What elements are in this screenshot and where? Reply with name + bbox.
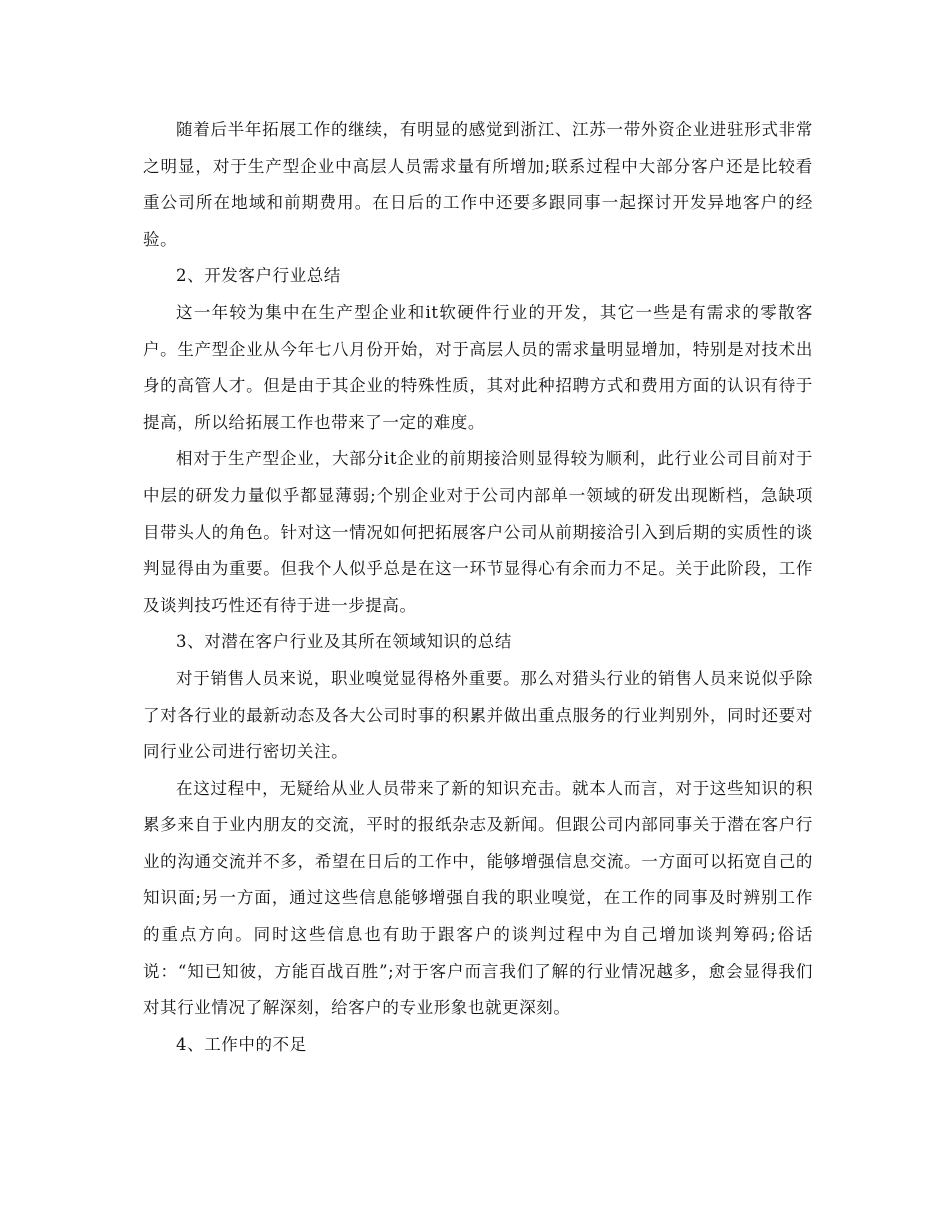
section-heading-4: 4、工作中的不足 bbox=[176, 1034, 307, 1054]
paragraph-it-enterprises: 相对于生产型企业，大部分it企业的前期接洽则显得较为顺利，此行业公司目前对于中层的研发力量似乎都显薄弱;个别企业对于公司内部单一领域的研发出现断档，急缺项目带头人的角色。针对这一情况如何把拓展客户公司从前期接洽引入到后期的实质性的谈判显得由为重要。但我个人似乎总是在这一环节显得心有余而力不足。关于此阶段，工作及谈判技巧性还有待于进一步提高。 bbox=[143, 449, 813, 615]
paragraph-expansion-observation: 随着后半年拓展工作的继续，有明显的感觉到浙江、江苏一带外资企业进驻形式非常之明显，对于生产型企业中高层人员需求量有所增加;联系过程中大部分客户还是比较看重公司所在地域和前期费用。在日后的工作中还要多跟同事一起探讨开发异地客户的经验。 bbox=[143, 120, 813, 249]
section-heading-3: 3、对潜在客户行业及其所在领域知识的总结 bbox=[176, 632, 512, 652]
paragraph-industry-focus: 这一年较为集中在生产型企业和it软硬件行业的开发，其它一些是有需求的零散客户。生产型企业从今年七八月份开始，对于高层人员的需求量明显增加，特别是对技术出身的高管人才。但是由于其企业的特殊性质，其对此种招聘方式和费用方面的认识有待于提高，所以给拓展工作也带来了一定的难度。 bbox=[143, 302, 813, 432]
paragraph-knowledge-exchange: 在这过程中，无疑给从业人员带来了新的知识充击。就本人而言，对于这些知识的积累多来自于业内朋友的交流，平时的报纸杂志及新闻。但跟公司内部同事关于潜在客户行业的沟通交流并不多，希望在日后的工作中，能够增强信息交流。一方面可以拓宽自己的知识面;另一方面，通过这些信息能够增强自我的职业嗅觉，在工作的同事及时辨别工作的重点方向。同时这些信息也有助于跟客户的谈判过程中为自己增加谈判筹码;俗话说：“知已知彼，方能百战百胜”;对于客户而言我们了解的行业情况越多，愈会显得我们对其行业情况了解深刻，给客户的专业形象也就更深刻。 bbox=[143, 778, 813, 1018]
paragraph-sales-instinct: 对于销售人员来说，职业嗅觉显得格外重要。那么对猎头行业的销售人员来说似乎除了对各行业的最新动态及各大公司时事的积累并做出重点服务的行业判别外，同时还要对同行业公司进行密切关注。 bbox=[143, 668, 813, 762]
section-heading-2: 2、开发客户行业总结 bbox=[176, 266, 341, 286]
document-body bbox=[143, 112, 813, 1063]
